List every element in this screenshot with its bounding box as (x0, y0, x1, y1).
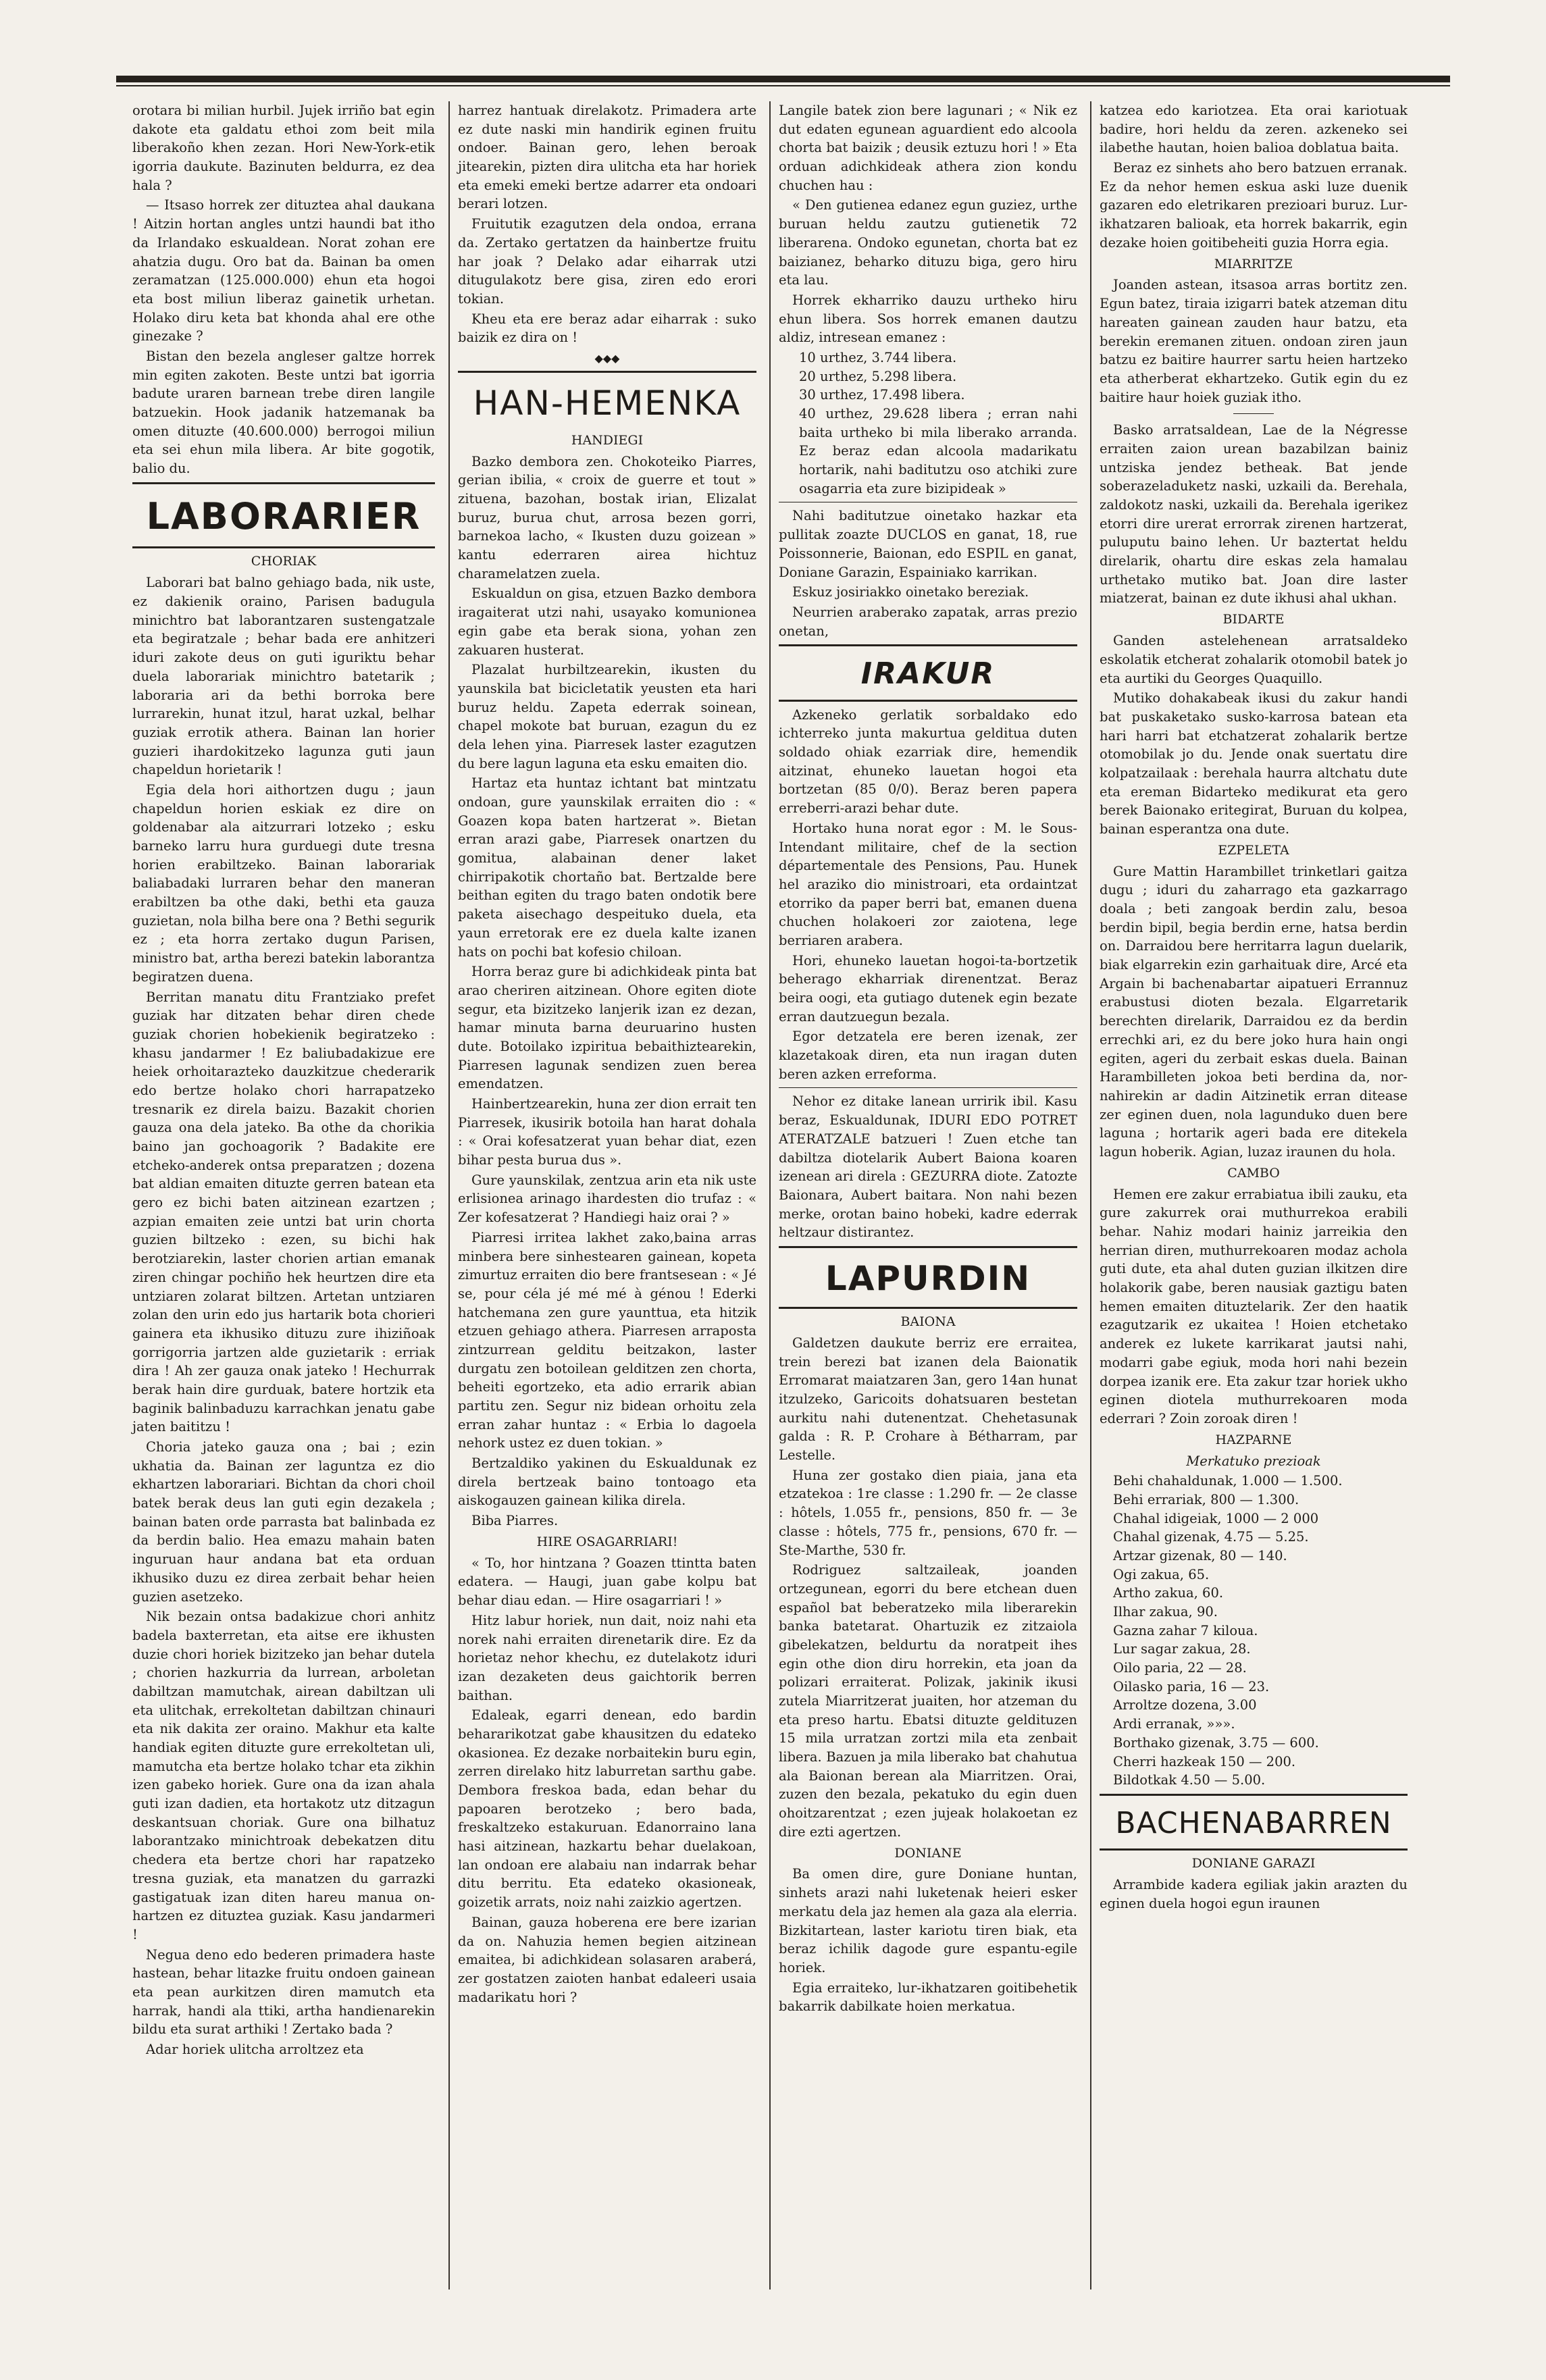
paragraph: Piarresi irritea lakhet zako,baina arras minbera bere sinhestearen gainean, kopeta zimurtuz erraiten dio bere frantsesean : « Jé se, pour céla jé mé mé à génou ! Ederki hatchemana zen gure yaunttua, eta hitzik etzuen gehiago athera. Piarresen arraposta zintzurrean gelditu beitzakon, laster durgatu zen botoilean gelditzen zen chorta, beheiti egortzeko, eta adio errarik abian partitu zen. Segur niz bidean orhoitu zela erran zahar huntaz : « Erbia lo dagoela nehork ustez ez duen tokian. » (458, 1229, 756, 1451)
paragraph: Egia dela hori aithortzen dugu ; jaun chapeldun horien eskiak ez dire on goldenabar ala aitzurrari lotzeko ; esku barneko larru hura gurduegi dute tresna horien erabiltzeko. Bainan laborariak baliabadaki lurraren behar den maneran erabiltzen ba othe daki, bethi eta gauza guzietan, nola bilha bere ona ? Bethi segurik ez ; eta horra zertako dugun Parisen, ministro bat, artha berezi batekin laborantza begiratzen duena. (132, 781, 435, 985)
section-rule (779, 1307, 1077, 1309)
list-item: 40 urthez, 29.628 libera ; erran nahi baita urtheko bi mila liberako arranda. Ez beraz edan alcoola madarikatu hortarik, nahi baditutzu oso atchiki zure osagarria eta zure bizipideak » (799, 406, 1077, 496)
paragraph: Joanden astean, itsasoa arras bortitz zen. Egun batez, tiraia izigarri batek atzeman ditu hareaten gainean zauden haur batzu, eta berekin eremanen zituen. ondoan ziren jaun batzu ez baitire haurrer sartu heien hartzeko eta atherberat ekhartzeko. Gutik egin du ez baitire haur hoiek guziak itho. (1100, 277, 1408, 405)
column-3 (779, 101, 1077, 2017)
top-rule-thin (116, 85, 1450, 86)
paragraph: Galdetzen daukute berriz ere erraitea, trein berezi bat izanen dela Baionatik Erromarat maiatzaren 3an, gero 14an hunat itzulzeko, Garicoits dohatsuaren bestetan aurkitu nahi dutenentzat. Chehetasunak galda : R. P. Crohare à Bétharram, par Lestelle. (779, 1335, 1077, 1464)
divider (1233, 413, 1274, 414)
price-item: Artzar gizenak, 80 — 140. (1113, 1547, 1287, 1563)
price-item: Oilasko paria, 16 — 23. (1113, 1678, 1270, 1695)
price-item: Ardi erranak, »»». (1113, 1716, 1235, 1732)
paragraph: orotara bi milian hurbil. Jujek irriño bat egin dakote eta galdatu ethoi zom beit mila liberakoño khen zezan. Hori New-York-etik igorria daukute. Bazinuten beldurra, ez dea hala ? (132, 103, 435, 193)
paragraph: Negua deno edo bederen primadera haste hastean, behar litazke fruitu ondoen gainean eta pean aurkitzen diren mamutch eta harrak, handi ala ttiki, artha handienarekin bildu eta surat arthiki ! Zertako bada ? (132, 1946, 435, 2038)
divider (779, 1087, 1077, 1088)
advertisement: Neurrien araberako zapatak, arras prezio onetan, (779, 604, 1077, 639)
price-item: Arroltze dozena, 3.00 (1113, 1697, 1257, 1713)
paragraph: Hori, ehuneko lauetan hogoi-ta-bortzetik beherago ekharriak direnentzat. Beraz beira oogi, eta gutiago dutenek egin bezate erran dautzuegun bezala. (779, 952, 1077, 1025)
section-title-lapurdin: LAPURDIN (825, 1258, 1031, 1298)
section-rule (132, 546, 435, 548)
ornament-divider: ◆◆◆ (594, 351, 620, 365)
price-item: Chahal gizenak, 4.75 — 5.25. (1113, 1529, 1309, 1545)
paragraph: Bertzaldiko yakinen du Eskualdunak ez direla bertzeak baino tontoago eta aiskogauzen gainean kilika direla. (458, 1455, 756, 1509)
price-item: Chahal idigeiak, 1000 — 2 000 (1113, 1510, 1319, 1526)
column-separator (448, 101, 450, 2290)
paragraph: Plazalat hurbiltzearekin, ikusten du yaunskila bat bicicletatik yeusten eta hari buruz heldu. Zapeta ederrak soinean, chapel mokote bat buruan, ezagun du ez dela lehen yina. Piarresek laster ezagutzen du bere lagun laguna eta esku emaiten dio. (458, 662, 756, 771)
section-title-irakur: IRAKUR (860, 656, 996, 692)
price-item: Bildotkak 4.50 — 5.00. (1113, 1772, 1266, 1788)
sub-title-ezpeleta: EZPELETA (1218, 842, 1289, 858)
price-item: Artho zakua, 60. (1113, 1585, 1224, 1601)
paragraph: Hortako huna norat egor : M. le Sous-Intendant militaire, chef de la section départementale des Pensions, Pau. Hunek hel araziko dio ministroari, eta ordaintzat etorriko da paper berri bat, emanen duena chuchen holakoeri zor zaiotena, lege berriaren arabera. (779, 820, 1077, 948)
paragraph: Gure Mattin Harambillet trinketlari gaitza dugu ; iduri du zaharrago eta gazkarrago doala ; beti zangoak berdin zalu, besoa berdin bipil, begia berdin erne, hatsa berdin on. Darraidou bere herritarra lagun duelarik, biak elgarrekin ezin garhaituak dire, Arcé eta Argain bi bachenabartar aipatueri Errannuz erabustusi dioten bezala. Elgarretarik berechten direlarik, Darraidou ez da berdin errechki ari, ez du bere joko hura hain ongi egiten, ageri du zerbait eskas duela. Bainan Harambilleten jokoa beti berdina da, nor-nahirekin ar dadin Aitzinetik erran ditease zer eginen duen, nola lagunduko duen bere laguna ; hortarik ageri bada ere ditekela lagun hoberik. Agian, luzaz iraunen du hola. (1100, 863, 1408, 1160)
paragraph: Choria jateko gauza ona ; bai ; ezin ukhatia da. Bainan zer laguntza ez dio ekhartzen laborariari. Bichtan da chori choil batek berak deus lan guti egin dezakela ; bainan baten orde parrasta bat balinbada ez da berdin balio. Hea emazu mahain baten inguruan haur andana bat eta orduan ikhusiko duzu ez direa zerbait behar heien guzien asetzeko. (132, 1439, 435, 1605)
paragraph: Fruitutik ezagutzen dela ondoa, errana da. Zertako gertatzen da hainbertze fruitu har joak ? Delako adar eiharrak utzi ditugulakotz bere gisa, ziren edo erori tokian. (458, 216, 756, 307)
price-item: Ilhar zakua, 90. (1113, 1604, 1218, 1620)
price-item: Gazna zahar 7 kiloua. (1113, 1622, 1258, 1638)
section-title-bachenabarren: BACHENABARREN (1115, 1805, 1392, 1840)
paragraph: Mutiko dohakabeak ikusi du zakur handi bat puskaketako susko-karrosa batean eta hari harri bat etchatzerat zohalarik bertze otomobilak jo du. Jende onak suertatu dire kolpatzailaak : berehala haurra altchatu dute eta ereman Bidarteko medikurat eta gero berek Baionako eritegirat, Buruan du kolpea, bainan esperantza ona dute. (1100, 690, 1408, 837)
list-item: 20 urthez, 5.298 libera. (799, 368, 957, 384)
paragraph: Hitz labur horiek, nun dait, noiz nahi eta norek nahi erraiten direnetarik dire. Ez da horietaz nehor khechu, ez dutelakotz iduri izan dezaketen deus gaichtorik berren baithan. (458, 1612, 756, 1703)
sub-title-miarritze: MIARRITZE (1214, 256, 1293, 271)
paragraph: Berritan manatu ditu Frantziako prefet guziak har ditzaten behar diren chede guziak chorien hobekienik begiratzeko : khasu jandarmer ! Ez baliubadakizue ere heiek orhoitarazteko dauzkitzue chederarik edo bertze holako chori harrapatzeko tresnarik ez direla baizu. Bazakit chorien gauza ona dela jateko. Ba othe da chorikia baino jan gochoagorik ? Badakite ere etcheko-anderek ontsa preparatzen ; dozena bat aldian emaiten dituzte gerren batean eta gero ez bichi baten aitzinean ezartzen ; azpian emaiten zeie untzi bat urin chorta guzien biltzeko : ezen, su bichi hak berotziarekin, laster chorien artian emanak ziren chingar pochiño hek heurtzen dire eta untziaren zolarat biltzen. Artetan untziaren zolan den urin edo jus hartarik bota chorieri gainera eta ikhusiko dituzu zure ihiziñoak gorrigorria jartzen alde guzietarik : erriak dira ! Ah zer gauza onak jateko ! Hechurrak berak hain dire gurduak, batere hortzik eta baginik balinbaduzu karrachkan jenatu gabe jaten baititzu ! (132, 989, 435, 1435)
section-rule (1100, 1848, 1408, 1851)
list-item: 10 urthez, 3.744 libera. (799, 349, 957, 365)
sub-title-cambo: CAMBO (1227, 1165, 1280, 1181)
sub-title-bidarte: BIDARTE (1222, 612, 1285, 627)
paragraph: Nik bezain ontsa badakizue chori anhitz badela baxterretan, eta aitse ere ikhusten duzie chori horiek bizitzeko jan behar dutela ; chorien hazkurria da lurrean, arboletan dabiltzan mamutchak, airean dabiltzan uli eta ulitchak, errekoltetan dabiltzan chinauri eta nik dakita zer oraino. Makhur eta kalte handiak egiten dituzte gure errekoltetan uli, mamutcha eta bertze holako tchar eta zikhin izen gabeko horiek. Gure ona da izan ahala guti izan dadien, eta hortakotz utz ditzagun deskantsuan choriak. Gure ona bilhatuz laborantzako minichtroak debekatzen ditu chedera eta bertze chori har rapatzeko tresna guziak, eta manatzen du garrazki gastigatuak izan diten hareu manua on-hartzen ez dituztea guziak. Kasu jandarmeri ! (132, 1609, 435, 1942)
price-item: Oilo paria, 22 — 28. (1113, 1660, 1247, 1676)
advertisement: Eskuz josiriakko oinetako bereziak. (792, 584, 1029, 600)
column-separator (1090, 101, 1091, 2290)
paragraph: harrez hantuak direlakotz. Primadera arte ez dute naski min handirik eginen fruitu ondoer. Bainan gero, lehen beroak jitearekin, pizten dira ulitcha eta har horiek eta emeki emeki bertze adarrer eta ondoari berari lotzen. (458, 103, 756, 212)
paragraph: Hartaz eta huntaz ichtant bat mintzatu ondoan, gure yaunskilak erraiten dio : « Goazen kopa baten hartzerat ». Bietan erran arazi gabe, Piarresek onartzen du gomitua, alabainan dener laket chirripakotik chortaño bat. Bertzalde bere beithan egiten du trago baten ondotik bere paketa aisechago despeituko duela, eta yaun erretorak ere ez duela kalte izanen hats on pochi bat kofesio chiloan. (458, 775, 756, 960)
paragraph: Ganden astelehenean arratsaldeko eskolatik etcherat zohalarik otomobil batek jo eta aurtiki du Georges Quaquillo. (1100, 633, 1408, 686)
paragraph: — Itsaso horrek zer dituztea ahal daukana ! Aitzin hortan angles untzi haundi bat itho da Irlandako eskualdean. Norat zohan ere ahatzia dugu. Oro bat da. Bainan ba omen zeramatzan (125.000.000) ehun eta hogoi eta bost miliun liberaz gainetik urhetan. Holako diru keta bat khonda ahal ere othe ginezake ? (132, 197, 435, 344)
paragraph: Beraz ez sinhets aho bero batzuen erranak. Ez da nehor hemen eskua aski luze duenik gazaren edo eletrikaren prezioari buruz. Lur-ikhatzaren balioak, eta horrek bakarrik, egin dezake hoien goitibeheiti guzia Horra egia. (1100, 160, 1408, 251)
price-list (1100, 1472, 1408, 1790)
paragraph: Bazko dembora zen. Chokoteiko Piarres, gerian ibilia, « croix de guerre et tout » zituena, bazohan, bostak irian, Elizalat buruz, burua chut, arrosa bezen gorri, barnekoa lacho, « Ikusten duzu goizean » kantu ederraren airea hichtuz charamelatzen zuela. (458, 453, 756, 581)
price-item: Borthako gizenak, 3.75 — 600. (1113, 1734, 1319, 1751)
paragraph: Biba Piarres. (471, 1513, 559, 1529)
section-rule (1100, 1794, 1408, 1796)
paragraph: « Den gutienea edanez egun guziez, urthe buruan heldu zautzu gutienetik 72 liberarena. Ondoko egunetan, chorta bat ez baizianez, beharko dituzu biga, gero hiru eta lau. (779, 197, 1077, 288)
paragraph: Azkeneko gerlatik sorbaldako edo ichterreko junta makurtua gelditua duten soldado ohiak ezarriak dire, hemendik aitzinat, ehuneko lauetan hogoi eta bortzetan (85 0/0). Beraz beren papera erreberri-arazi behar dute. (779, 706, 1077, 817)
column-4 (1100, 101, 1408, 1915)
section-title-han-hemenka: HAN-HEMENKA (473, 383, 742, 423)
paragraph: Horra beraz gure bi adichkideak pinta bat arao cheriren aitzinean. Ohore egiten diote segur, eta bizitzeko lanjerik izan ez dezan, hamar minuta barna deuruarino husten dute. Botoilako izpiritua bebaithiztearekin, Piarresen lagunak sendizen zuen berea emendatzen. (458, 964, 756, 1092)
price-item: Ogi zakua, 65. (1113, 1566, 1210, 1582)
sub-title-baiona: BAIONA (900, 1314, 956, 1329)
paragraph: Huna zer gostako dien piaia, jana eta etzatekoa : 1re classe : 1.290 fr. — 2e classe : hôtels, 1.055 fr., pensions, 850 fr. — 3e classe : hôtels, 775 fr., pensions, 670 fr. — Ste-Marthe, 530 fr. (779, 1467, 1077, 1558)
paragraph: Basko arratsaldean, Lae de la Négresse erraiten zaion urean bazabilzan bainiz untziska jendez betheak. Bat jende soberazeladuketz naski, uzkaili da. Berehala, zaldokotz naski, uzkaili da. Berehala igerikez etorri dire urerat errorrak zirenen hartzerat, puluputu baino lehen. Ur baztertat heldu direlarik, ohartu dire eskas zela hamalau urthetako mutiko bat. Joan dire laster miatzerat, bainan ez dute ikhusi ahal ukhan. (1100, 422, 1408, 606)
top-rule (116, 76, 1450, 82)
paragraph: Bainan, gauza hoberena ere bere izarian da on. Nahuzia hemen begien aitzinean emaitea, bi adichkidean solasaren araberá, zer gostatzen zaioten hanbat edaleeri usaia madarikatu hori ? (458, 1914, 756, 2005)
column-2 (458, 101, 756, 2008)
advertisement: Nahi baditutzue oinetako hazkar eta pullitak zoazte DUCLOS en ganat, 18, rue Poissonnerie, Baionan, edo ESPIL en ganat, Doniane Garazin, Espainiako karrikan. (779, 508, 1077, 580)
sub-title-hire-osagarriari: HIRE OSAGARRIARI! (536, 1534, 678, 1549)
sub-title-hazparne: HAZPARNE (1215, 1432, 1292, 1447)
section-rule (458, 371, 756, 373)
paragraph: katzea edo kariotzea. Eta orai kariotuak badire, hori heldu da zeren. azkeneko sei ilabethe hautan, hoien balioa doblatua baita. (1100, 103, 1408, 156)
paragraph: Eskualdun on gisa, etzuen Bazko dembora iragaiterat utzi nahi, usayako komunionea egin gabe eta berak siona, yohan zen zakuaren husterat. (458, 586, 756, 658)
column-separator (769, 101, 771, 2290)
paragraph: Ba omen dire, gure Doniane huntan, sinhets arazi nahi luketenak heieri esker merkatu dela jaz hemen ala gaza ala elerria. Bizkitartean, laster kariotu tiren biak, eta beraz ichilik dagode gure espantu-egile horiek. (779, 1866, 1077, 1975)
sub-title-doniane: DONIANE (894, 1845, 962, 1861)
paragraph: Arrambide kadera egiliak jakin arazten du eginen duela hogoi egun iraunen (1100, 1877, 1408, 1912)
paragraph: Bistan den bezela angleser galtze horrek min egiten zakoten. Beste untzi bat igorria badute uraren barnean trebe diren langile batzuekin. Hook jadanik hatzemanak ba omen dituzte (40.600.000) berrogoi miliun eta sei ehun mila libera. Ar bite gogotik, balio du. (132, 348, 435, 477)
section-rule (132, 482, 435, 484)
price-item: Behi chahaldunak, 1.000 — 1.500. (1113, 1473, 1343, 1489)
price-list-title: Merkatuko prezioak (1186, 1453, 1321, 1469)
list-item: 30 urthez, 17.498 libera. (799, 387, 965, 403)
price-item: Lur sagar zakua, 28. (1113, 1641, 1251, 1657)
section-title-laborarier: LABORARIER (146, 494, 421, 538)
paragraph: Horrek ekharriko dauzu urtheko hiru ehun libera. Sos horrek emanen dautzu aldiz, intresean emanez : (779, 292, 1077, 346)
paragraph: Egor detzatela ere beren izenak, zer klazetakoak diren, eta nun iragan duten beren azken erreforma. (779, 1029, 1077, 1082)
paragraph: Hainbertzearekin, huna zer dion errait ten Piarresek, ikusirik botoila han harat dohala : « Orai kofesatzerat yuan behar diat, ezen bihar pesta burua dus ». (458, 1096, 756, 1168)
interest-list (779, 348, 1077, 498)
price-item: Cherri hazkeak 150 — 200. (1113, 1753, 1296, 1769)
section-rule (779, 700, 1077, 702)
sub-title-handiegi: HANDIEGI (571, 432, 644, 448)
paragraph: Edaleak, egarri denean, edo bardin behararikotzat gabe khausitzen du edateko okasionea. Ez dezake norbaitekin buru egin, zerren direlako hitz laburretan sarthu gabe. Dembora freskoa bada, edan behar du papoaren berotzeko ; bero bada, freskaltzeko estakuruan. Edanorraino lana hasi aitzinean, hazkartu behar duelakoan, lan ondoan ere alabaiu nan indarrak behar ditu berritu. Eta edateko okasioneak, goizetik arrats, noiz nahi zaizkio agertzen. (458, 1707, 756, 1911)
paragraph: Egia erraiteko, lur-ikhatzaren goitibehetik bakarrik dabilkate hoien merkatua. (779, 1980, 1077, 2015)
price-item: Behi errariak, 800 — 1.300. (1113, 1491, 1299, 1507)
paragraph: Langile batek zion bere lagunari ; « Nik ez dut edaten egunean aguardient edo alcoola chorta bat baizik ; deusik eztuzu hori ! » Eta orduan adichkideak athera zion kondu chuchen hau : (779, 103, 1077, 193)
paragraph: Gure yaunskilak, zentzua arin eta nik uste erlisionea arinago ihardesten dio trufaz : « Zer kofesatzerat ? Handiegi haiz orai ? » (458, 1172, 756, 1226)
sub-title-choriak: CHORIAK (251, 554, 317, 569)
sub-title-doniane-garazi: DONIANE GARAZI (1191, 1856, 1316, 1871)
section-rule (779, 1246, 1077, 1248)
paragraph: Adar horiek ulitcha arroltzez eta (146, 2042, 364, 2058)
column-1 (132, 101, 435, 2061)
paragraph: Kheu eta ere beraz adar eiharrak : suko baizik ez dira on ! (458, 311, 756, 346)
paragraph: Hemen ere zakur errabiatua ibili zauku, eta gure zakurrek orai muthurrekoa erabili behar. Nahiz modari hainiz jarreikia den herrian diren, muthurrekoaren modaz achola guti dute, eta ahal duten guzian ilkitzen dire holakorik gabe, beren nausiak gaztigu baten hemen emaiten dituztelarik. Zer den haatik ezagutzarik ez ukaitea ! Hoien etchetako anderek ez lukete karrikarat jautsi nahi, modarri gabe egiuk, moda hori nahi bezein dorpea izanik ere. Eta zakur tzar horiek ukho eginen diotela muthurrekoaren moda ederrari ? Zoin zoroak diren ! (1100, 1186, 1408, 1426)
notice-paragraph: Nehor ez ditake lanean urririk ibil. Kasu beraz, Eskualdunak, IDURI EDO POTRET ATERATZALE batzueri ! Zuen etche tan dabiltza diotelarik Aubert Baiona koaren izenean ari direla : GEZURRA diote. Zatozte Baionara, Aubert baitara. Non nahi bezen merke, orotan baino hobeki, kadre ederrak heltzaur distirantez. (779, 1093, 1077, 1241)
section-rule (779, 644, 1077, 646)
paragraph: Rodriguez saltzaileak, joanden ortzegunean, egorri du bere etchean duen español bat beberatzeko mila liberarekin banka batetarat. Ohartuzik ez zitzaiola gibelekatzen, beldurtu da noratpeit ihes egin othe dion diru horrekin, eta joan da polizari erraiterat. Polizak, jakinik ikusi zutela Miarritzerat juaiten, hor atzeman du eta preso hartu. Ebatsi dituzte geldituzen 15 mila urratzan zortzi mila eta zenbait libera. Bazuen ja mila liberako bat chahutua ala Baionan berean ala Miarritzen. Orai, zuzen den bezala, pekatuko du egin duen ohoitzarentzat ; ezen jujeak holakoetan ez dire ezti agertzen. (779, 1562, 1077, 1840)
paragraph: « To, hor hintzana ? Goazen ttintta baten edatera. — Haugi, juan gabe kolpu bat behar diau edan. — Hire osagarriari ! » (458, 1555, 756, 1609)
paragraph: Laborari bat balno gehiago bada, nik uste, ez dakienik oraino, Parisen badugula minichtro bat laborantzaren sustengatzale eta begiratzale ; behar bada ere anhitzeri iduri zakote deus on guti iguriktu behar duela laborariak minichtro batetarik ; laboraria ari da bethi borroka bere lurrarekin, hunat itzul, harat uzkal, belhar guziak errotik athera. Bainan lan horier guzieri ihardokitzeko lagunza guti jaun chapeldun horietarik ! (132, 575, 435, 778)
